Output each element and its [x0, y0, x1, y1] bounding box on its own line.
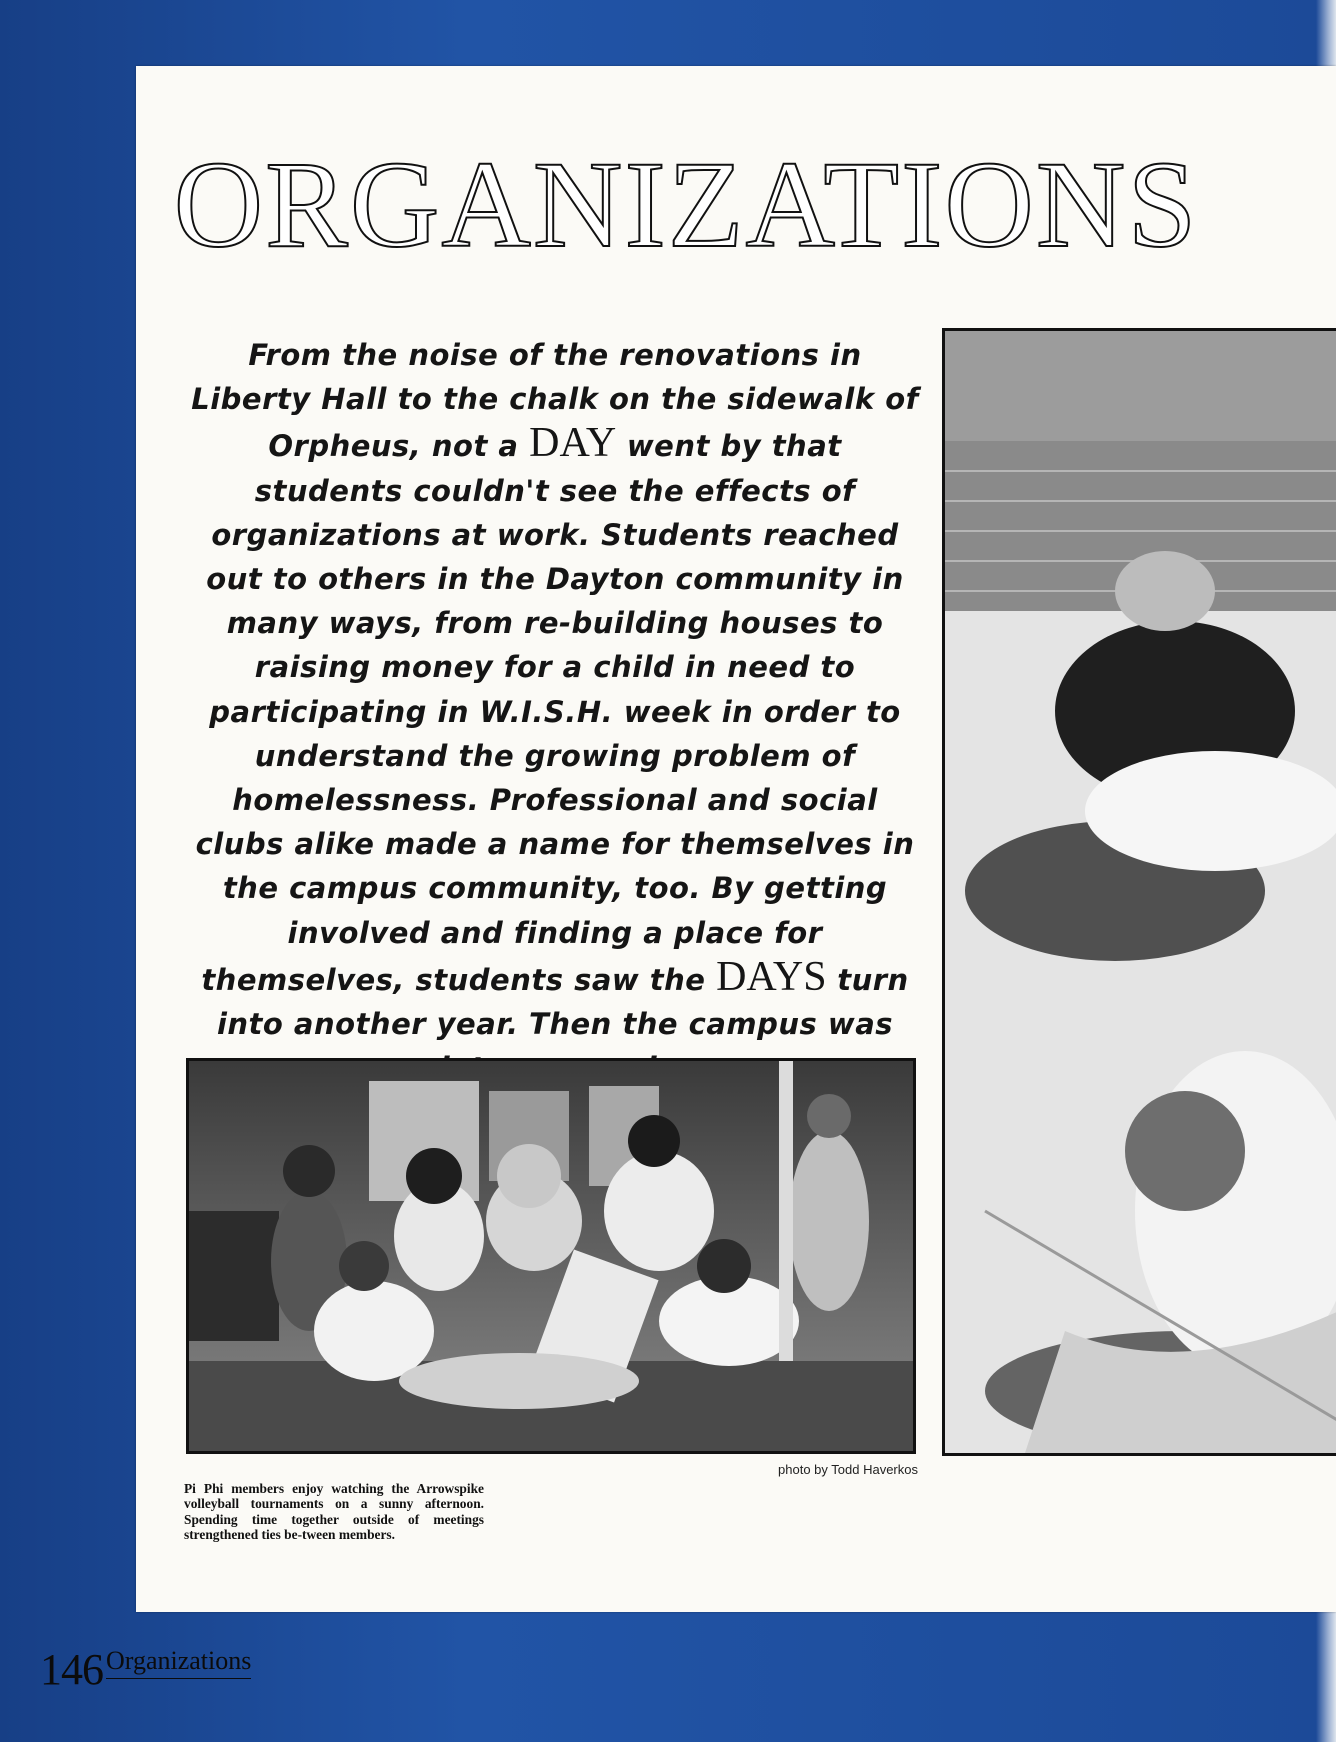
- intro-emphasis-day: DAY: [529, 420, 617, 467]
- group-photo: [186, 1058, 916, 1454]
- photo-caption: Pi Phi members enjoy watching the Arrowspike volleyball tournaments on a sunny afternoon. Spending time together outside of meetings strengthened ties be-tween members.: [184, 1481, 484, 1543]
- intro-emphasis-days: DAYS: [716, 953, 827, 1000]
- intro-text-part-2: went by that students couldn't see the effects of organizations at work. Students reached out to others in the Dayton community in many ways, from re-building houses to raising money for a child in need to participating in W.I.S.H. week in order to understand the growing problem of homelessness. Professional and social clubs alike made a name for themselves in the campus community, too. By getting involved and finding a place for themselves, students saw the: [195, 429, 915, 997]
- chalk-drawing-photo-image: [945, 331, 1336, 1453]
- intro-paragraph: [190, 333, 920, 1090]
- group-photo-image: [189, 1061, 913, 1451]
- photo-credit: photo by Todd Haverkos: [778, 1462, 918, 1477]
- chalk-drawing-photo: [942, 328, 1336, 1456]
- page-number: 146: [40, 1645, 103, 1694]
- page-headline: ORGANIZATIONS: [173, 136, 1199, 273]
- section-title: Organizations: [106, 1646, 251, 1679]
- intro-text-part-3: turn into another year. Then the campus was: [216, 962, 909, 1042]
- intro-text-part-1: From the noise of the renovations in Liberty Hall to the chalk on the sidewalk of Orpheus, not a: [191, 338, 919, 464]
